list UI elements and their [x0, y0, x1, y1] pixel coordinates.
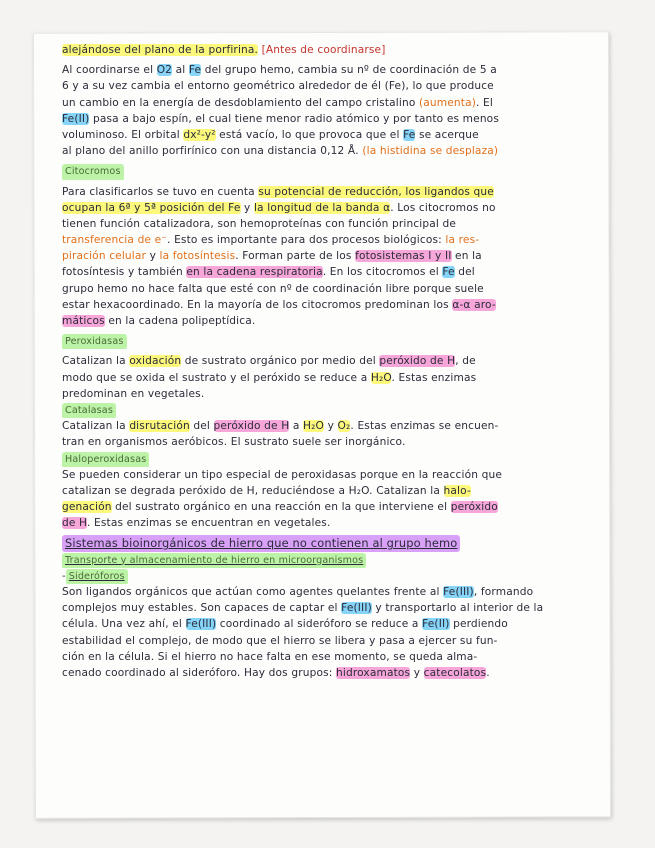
text-line — [62, 184, 582, 200]
text-run: Son ligandos orgánicos que actúan como agentes quelantes frente al — [62, 586, 444, 598]
text-run: . Estas enzimas — [391, 371, 477, 384]
text-line — [62, 665, 582, 681]
text-run: . Estas enzimas se encuen- — [350, 420, 499, 433]
text-line — [62, 281, 582, 297]
highlighted-term: Fe(II) — [422, 618, 450, 631]
text-run: . Esto es importante para dos procesos biológicos: — [167, 234, 446, 247]
text-run: al — [172, 64, 189, 77]
highlighted-term: la longitud de la banda α — [253, 201, 391, 214]
text-run: y transportarlo al interior de la — [371, 602, 544, 615]
text-run: coordinado al sideróforo se reduce a — [216, 618, 423, 631]
highlighted-term: Fe(III) — [341, 602, 372, 615]
paragraph-catalasas — [62, 418, 582, 450]
text-line — [62, 467, 582, 483]
highlighted-term: máticos — [62, 315, 105, 327]
text-run: ción en la célula. Si el hierro no hace falta en ese momento, se queda alma- — [62, 650, 478, 663]
text-run: del sustrato orgánico en una reacción en la que interviene el — [111, 501, 451, 514]
text-line — [62, 127, 582, 143]
text-run: y — [146, 250, 160, 263]
text-line — [62, 600, 582, 616]
text-run: catalizan se degrada peróxido de H, reduciéndose a H₂O. Catalizan la — [62, 484, 444, 497]
colored-term: (la histidina se desplaza) — [362, 145, 499, 158]
text-line — [62, 515, 582, 531]
text-line — [62, 353, 582, 369]
highlighted-term: Fe(III) — [185, 618, 217, 631]
text-line — [62, 633, 582, 649]
text-line — [62, 616, 582, 632]
text-run: del — [189, 420, 214, 433]
text-line — [62, 434, 582, 450]
paragraph-peroxidasas — [62, 353, 582, 402]
text-run: , de — [455, 355, 476, 368]
text-line — [62, 78, 582, 94]
colored-term: la fotosíntesis — [159, 250, 236, 263]
highlighted-term: catecolatos — [423, 666, 487, 679]
text-run: del grupo hemo, cambia su nº de coordinación de 5 a — [201, 64, 497, 77]
text-run: complejos muy estables. Son capaces de captar el — [62, 602, 342, 615]
text-line — [62, 483, 582, 499]
text-run: . — [486, 666, 490, 679]
text-run: tran en organismos aeróbicos. El sustrato suele ser inorgánico. — [62, 436, 406, 449]
text-run: cenado coordinado al sideróforo. Hay dos grupos: — [62, 666, 336, 679]
text-line — [62, 370, 582, 386]
highlighted-term: O2 — [156, 64, 173, 77]
text-run: célula. Una vez ahí, el — [62, 618, 186, 631]
text-line — [62, 297, 582, 313]
highlighted-term: Fe — [188, 64, 202, 77]
text-line — [62, 649, 582, 665]
text-run: Catalizan la — [62, 355, 130, 368]
highlighted-term: peróxido — [450, 501, 498, 514]
text-line — [62, 584, 582, 600]
text-run: estar hexacoordinado. En la mayoría de los citocromos predominan los — [62, 298, 453, 311]
text-run: predominan en vegetales. — [62, 387, 205, 400]
text-line — [62, 248, 582, 264]
text-run: . Forman parte de los — [235, 250, 356, 263]
handwritten-notes: alejándose del plano de la porfirina. [Antes de coordinarse] Al coordinarse el O2 al Fe del grupo hemo, cambia su nº de coordinación de 5 a 6 y a su vez cambia el entorno geométrico alrededor de él (Fe), lo que produce un cambio en la energía de desdoblamiento del campo cristalino (aumenta). El Fe(II) pasa a bajo espín, el cual tiene menor radio atómico y por tanto es menos voluminoso. El orbital dx²-y² está vacío, lo que provoca que el Fe se acerque al plano del anillo porfirínico con una distancia 0,12 Å. (la histidina se desplaza) Citocromos Para clasificarlos se tuvo en cuenta su potencial de reducción, los ligandos que ocupan la 6ª y 5ª posición del Fe y la longitud de la banda α. Los citocromos no tienen función catalizadora, son hemoproteínas con función principal de transferencia de e⁻. Esto es importante para dos procesos biológicos: la res- piración celular y la fotosíntesis. Forman parte de los fotosistemas I y II en la fotosíntesis y también en la cadena respiratoria. En los citocromos el Fe del grupo hemo no hace falta que esté con nº de coordinación libre porque suele estar hexacoordinado. En la mayoría de los citocromos predominan los α-α aro- máticos en la cadena polipeptídica. Peroxidasas Catalizan la oxidación de sustrato orgánico por medio del peróxido de H, de modo que se oxida el sustrato y el peróxido se reduce a H₂O. Estas enzimas predominan en vegetales. Catalasas Catalizan la disrutación del peróxido de H a H₂O y O₂. Estas enzimas se encuen- tran en organismos aeróbicos. El sustrato suele ser inorgánico. Haloperoxidasas Se pueden considerar un tipo especial de peroxidasas porque en la reacción que catalizan se degrada peróxido de H, reduciéndose a H₂O. Catalizan la halo- genación del sustrato orgánico en una reacción en la que interviene el peróxido de H. Estas enzimas se encuentran en vegetales. Sistemas bioinorgánicos de hierro que no contienen al grupo hemo Transporte y almacenamiento de hierro en microorganismos - Sideróforos Son ligandos orgánicos que actúan como agentes quelantes frente al Fe(III), formando complejos muy estables. Son capaces de captar el Fe(III) y transportarlo al interior de la célula. Una vez ahí, el Fe(III) coordinado al sideróforo se reduce a Fe(II) perdiendo estabilidad el complejo, de modo que el hierro se libera y pasa a ejercer su fun- ción en la célula. Si el hierro no hace falta en ese momento, se queda alma- cenado coordinado al sideróforo. Hay dos grupos: hidroxamatos y catecolatos. — [62, 42, 582, 681]
text-run: del — [454, 266, 475, 279]
text-run: Al coordinarse el — [62, 64, 157, 77]
highlighted-term: H₂O — [370, 371, 392, 384]
text-run: a — [289, 420, 304, 433]
paragraph-coordination — [62, 62, 582, 159]
text-run: , formando — [473, 586, 534, 598]
highlighted-term: ocupan la 6ª y 5ª posición del Fe — [62, 201, 241, 214]
text-run: y — [410, 666, 424, 679]
title-note: [Antes de coordinarse] — [261, 44, 386, 56]
text-line — [62, 143, 582, 159]
text-run: . — [355, 145, 363, 158]
text-run: tienen función catalizadora, son hemoproteínas con función principal de — [62, 217, 457, 230]
heading-catalasas: Catalasas — [62, 403, 116, 418]
colored-term: 0,12 Å — [320, 145, 356, 158]
text-run: Se pueden considerar un tipo especial de peroxidasas porque en la reacción que — [62, 468, 503, 481]
highlighted-term: disrutación — [129, 420, 190, 433]
text-run: Para clasificarlos se tuvo en cuenta — [62, 185, 259, 198]
heading-citocromos: Citocromos — [62, 164, 124, 179]
paragraph-citocromos — [62, 184, 582, 330]
text-run: está vacío, lo que provoca que el — [215, 128, 404, 141]
text-run: perdiendo — [449, 618, 508, 631]
heading-peroxidasas: Peroxidasas — [62, 334, 127, 349]
text-line — [62, 216, 582, 232]
text-run: 6 y a su vez cambia el entorno geométrico alrededor de él (Fe), lo que produce — [62, 80, 494, 93]
paragraph-sideroforos — [62, 584, 582, 681]
highlighted-term: oxidación — [129, 355, 182, 368]
text-run: fotosíntesis y también — [62, 266, 187, 279]
highlighted-term: Fe — [442, 266, 455, 279]
text-run: y — [324, 420, 338, 433]
highlighted-term: su potencial de reducción, los ligandos que — [258, 185, 494, 198]
text-line — [62, 232, 582, 248]
text-run: y — [240, 201, 254, 214]
text-run: . Los citocromos no — [390, 201, 496, 214]
text-run: pasa a bajo espín, el cual tiene menor radio atómico y por tanto es menos — [89, 112, 499, 125]
colored-term: transferencia de e⁻ — [62, 234, 168, 247]
highlighted-term: genación — [62, 501, 112, 514]
text-run: . El — [476, 96, 493, 109]
highlighted-term: O₂ — [337, 420, 351, 433]
highlighted-term: dx²-y² — [183, 128, 216, 141]
paragraph-haloperoxidasas — [62, 467, 582, 532]
highlighted-term: de H — [62, 517, 87, 530]
colored-term: (aumenta) — [418, 96, 477, 109]
heading-sistemas: Sistemas bioinorgánicos de hierro que no contienen al grupo hemo — [62, 535, 460, 551]
text-run: de sustrato orgánico por medio del — [181, 355, 380, 368]
text-line — [62, 418, 582, 434]
text-line — [62, 111, 582, 127]
text-run: en la cadena polipeptídica. — [104, 315, 256, 327]
text-line — [62, 264, 582, 280]
text-line — [62, 386, 582, 402]
intro-line — [62, 42, 582, 58]
colored-term: la res- — [445, 234, 480, 247]
text-run: estabilidad el complejo, de modo que el hierro se libera y pasa a ejercer su fun- — [62, 634, 498, 647]
text-run: un cambio en la energía de desdoblamiento del campo cristalino — [62, 96, 419, 109]
text-run: grupo hemo no hace falta que esté con nº de coordinación libre porque suele — [62, 282, 484, 295]
highlighted-term: Fe — [403, 128, 416, 141]
text-line — [62, 62, 582, 78]
highlighted-term: H₂O — [303, 420, 325, 433]
text-run: voluminoso. El orbital — [62, 128, 184, 141]
text-line — [62, 499, 582, 515]
text-line — [62, 95, 582, 111]
text-run: . En los citocromos el — [322, 266, 443, 279]
text-run: se acerque — [415, 128, 479, 141]
heading-haloperoxidasas: Haloperoxidasas — [62, 452, 149, 467]
text-run: Catalizan la — [62, 420, 130, 433]
highlighted-term: Fe(II) — [62, 112, 90, 125]
highlighted-term: α-α aro- — [452, 298, 496, 311]
text-run: modo que se oxida el sustrato y el peróxido se reduce a — [62, 371, 371, 384]
highlighted-term: en la cadena respiratoria — [186, 266, 323, 279]
text-line — [62, 313, 582, 329]
highlighted-term: Fe(III) — [443, 586, 474, 598]
highlighted-term: hidroxamatos — [336, 666, 411, 679]
text-run: . Estas enzimas se encuentran en vegetales. — [87, 517, 331, 530]
heading-transporte: Transporte y almacenamiento de hierro en microorganismos — [62, 553, 366, 568]
text-line — [62, 200, 582, 216]
text-run: al plano del anillo porfirínico con una distancia — [62, 145, 321, 158]
highlighted-term: peróxido de H — [379, 355, 456, 368]
title-continuation: alejándose del plano de la porfirina. — [62, 44, 259, 56]
highlighted-term: halo- — [443, 484, 471, 497]
highlighted-term: peróxido de H — [213, 420, 290, 433]
heading-sideroforos: Sideróforos — [66, 569, 128, 584]
text-run: en la — [451, 250, 482, 263]
highlighted-term: fotosistemas I y II — [355, 250, 452, 263]
colored-term: piración celular — [62, 250, 147, 263]
